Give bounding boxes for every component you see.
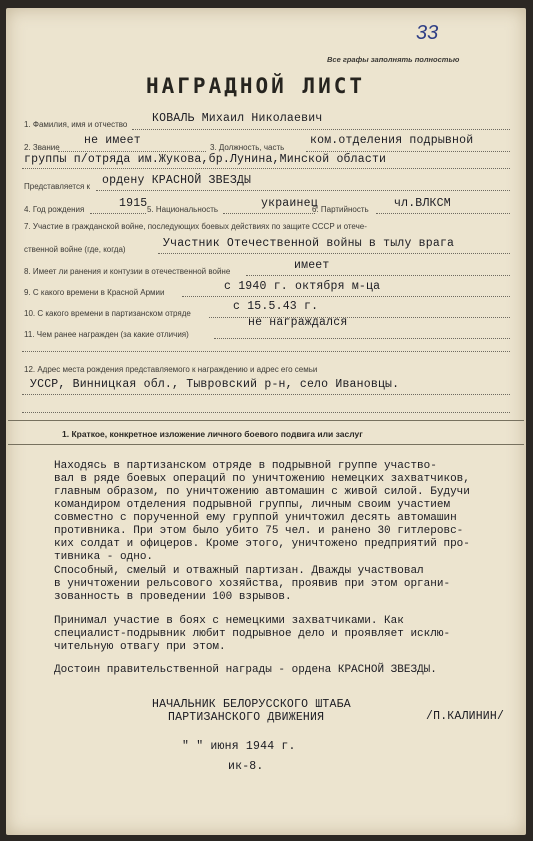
field-4-label: 4. Год рождения	[24, 205, 85, 214]
narrative-paragraph-3: Принимал участие в боях с немецкими захватчиками. Как специалист-подрывник любит подрывное дело и проявляет исклю- чительную отвагу при этом.	[54, 615, 451, 653]
field-7-label-line2: ственной войне (где, когда)	[24, 245, 126, 254]
field-2-label: 2. Звание	[24, 143, 60, 152]
presented-to-underline	[96, 190, 510, 191]
narrative-paragraph-1: Находясь в партизанском отряде в подрывной группе участво- вал в ряде боевых операций по уничтожению немецких захватчиков, главным образом, по уничтожению автомашин с живой силой. Будучи командиром отделения подрывной группы, личным своим участием совместно с порученной ему группой уничтожил десять автомашин противника. При этом было убито 75 чел. и ранено 30 гитлеровс- ких солдат и офицеров. Кроме этого, уничтожено предприятий про- тивника - одно.	[54, 460, 470, 563]
handwritten-page-number: 33	[416, 22, 439, 44]
signature-date: " " июня 1944 г.	[182, 740, 296, 753]
signatory-position-line1: НАЧАЛЬНИК БЕЛОРУССКОГО ШТАБА	[152, 698, 351, 711]
field-6-label: 6. Партийность	[312, 205, 369, 214]
field-3-value-line2: группы п/отряда им.Жукова,бр.Лунина,Минской области	[24, 153, 387, 166]
field-3-label: 3. Должность, часть	[210, 143, 285, 152]
field-12-underline	[22, 394, 510, 395]
section-top-rule	[8, 420, 524, 421]
field-6-value: чл.ВЛКСМ	[394, 197, 451, 210]
award-sheet	[6, 8, 526, 835]
field-5-underline	[223, 213, 315, 214]
presented-to-value: ордену КРАСНОЙ ЗВЕЗДЫ	[102, 174, 252, 187]
field-8-label: 8. Имеет ли ранения и контузии в отечественной войне	[24, 267, 231, 276]
field-8-underline	[246, 275, 510, 276]
field-1-value: КОВАЛЬ Михаил Николаевич	[152, 112, 323, 125]
section-heading: 1. Краткое, конкретное изложение личного боевого подвига или заслуг	[62, 429, 363, 439]
field-3-value-line1: ком.отделения подрывной	[310, 134, 474, 147]
presented-to-label: Представляется к	[24, 182, 91, 191]
signatory-position-line2: ПАРТИЗАНСКОГО ДВИЖЕНИЯ	[168, 711, 325, 724]
field-5-label: 5. Национальность	[147, 205, 219, 214]
field-7-underline	[158, 253, 510, 254]
narrative-paragraph-2: Способный, смелый и отважный партизан. Дважды участвовал в уничтожении рельсового хозяйства, проявив при этом органи- зованность в проведении 100 взрывов.	[54, 565, 451, 603]
field-7-label-line1: 7. Участие в гражданской войне, последующих боевых действиях по защите СССР и отече-	[24, 222, 367, 231]
field-4-value: 1915	[119, 197, 148, 210]
award-conclusion: Достоин правительственной награды - ордена КРАСНОЙ ЗВЕЗДЫ.	[54, 664, 437, 676]
field-11-value: не награждался	[248, 316, 348, 329]
field-12-label: 12. Адрес места рождения представляемого к награждению и адрес его семьи	[24, 365, 318, 374]
field-9-underline	[182, 296, 510, 297]
field-2-value: не имеет	[84, 134, 141, 147]
field-3-underline	[306, 151, 510, 152]
field-9-label: 9. С какого времени в Красной Армии	[24, 288, 165, 297]
field-11-underline-2	[22, 351, 510, 352]
field-9-value: с 1940 г. октября м-ца	[224, 280, 381, 293]
field-1-underline	[132, 129, 510, 130]
field-8-value: имеет	[294, 259, 330, 272]
field-10-value: с 15.5.43 г.	[233, 300, 319, 313]
field-3-underline-2	[22, 168, 510, 169]
field-6-underline	[376, 213, 510, 214]
field-5-value: украинец	[261, 197, 318, 210]
fill-all-fields-notice: Все графы заполнять полностью	[327, 55, 460, 64]
field-1-label: 1. Фамилия, имя и отчество	[24, 120, 128, 129]
field-11-underline	[214, 338, 510, 339]
field-4-underline	[90, 213, 146, 214]
field-10-label: 10. С какого времени в партизанском отряде	[24, 309, 191, 318]
field-12-value: УССР, Винницкая обл., Тывровский р-н, село Ивановцы.	[30, 378, 400, 391]
signatory-name: /П.КАЛИНИН/	[426, 710, 505, 723]
field-7-value: Участник Отечественной войны в тылу врага	[163, 237, 455, 250]
field-11-label: 11. Чем ранее награжден (за какие отличия)	[24, 330, 189, 339]
field-2-underline	[58, 151, 206, 152]
document-title: НАГРАДНОЙ ЛИСТ	[146, 74, 366, 98]
field-12-underline-2	[22, 412, 510, 413]
document-reference: ик-8.	[228, 760, 264, 773]
section-bottom-rule	[8, 444, 524, 445]
